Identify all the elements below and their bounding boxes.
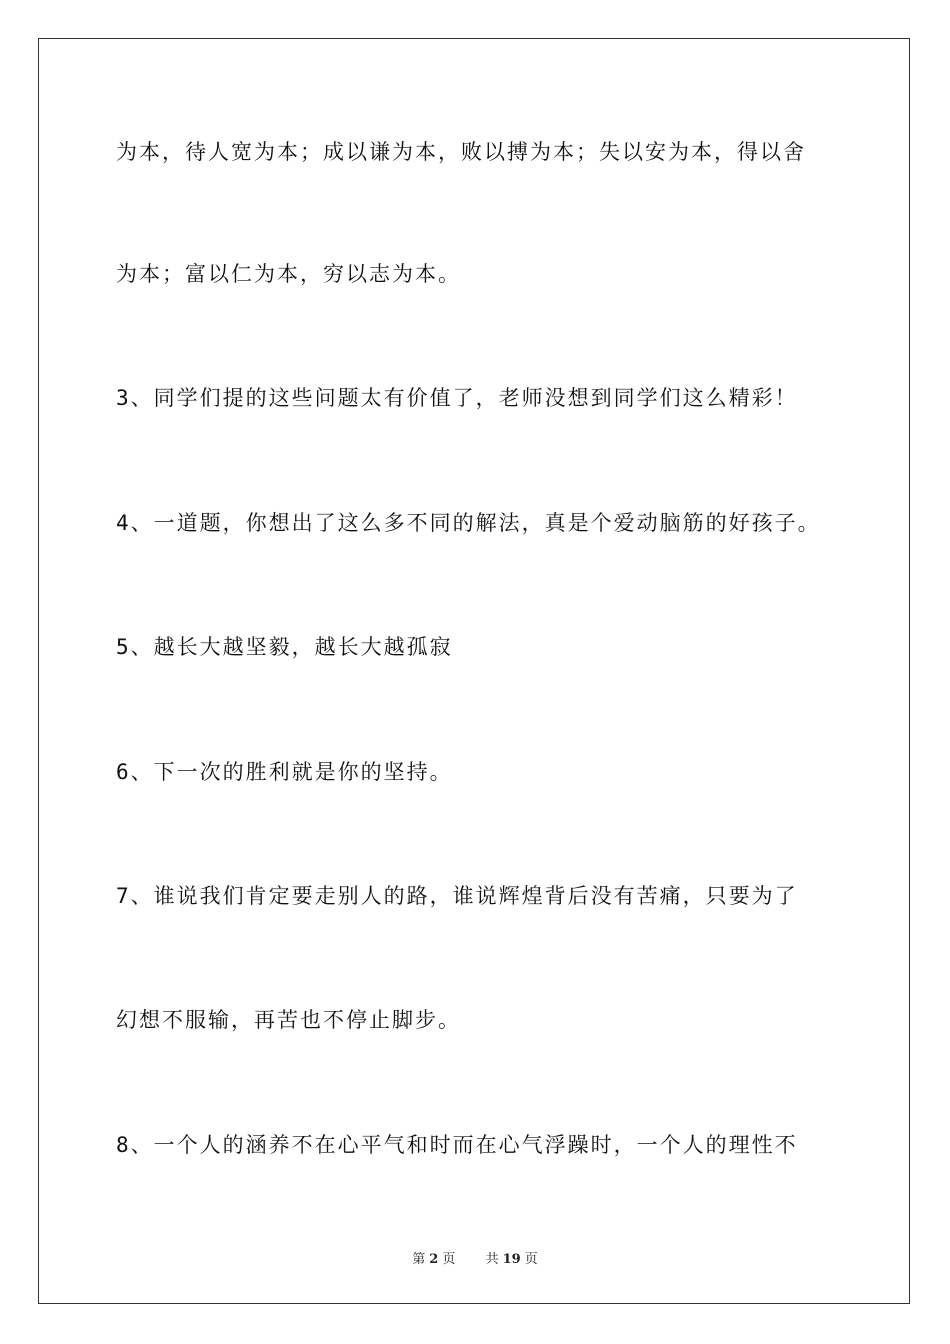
text-line-5: 5、越长大越坚毅，越长大越孤寂 [116,635,453,659]
text-line-7: 7、谁说我们肯定要走别人的路，谁说辉煌背后没有苦痛，只要为了 [116,884,798,908]
total-prefix: 共 [485,1252,499,1267]
page-border [38,38,910,1304]
text-line-2: 为本；富以仁为本，穷以志为本。 [116,262,461,286]
text-line-6: 6、下一次的胜利就是你的坚持。 [116,760,453,784]
page-number: 2 [429,1252,439,1267]
page-footer [0,1248,950,1267]
text-line-4: 4、一道题，你想出了这么多不同的解法，真是个爱动脑筋的好孩子。 [116,511,821,535]
total-pages: 19 [502,1252,521,1267]
page-prefix: 第 [412,1252,426,1267]
text-line-9: 8、一个人的涵养不在心平气和时而在心气浮躁时，一个人的理性不 [116,1133,798,1157]
text-line-1: 为本，待人宽为本；成以谦为本，败以搏为本；失以安为本，得以舍 [116,140,806,164]
page-suffix: 页 [442,1252,456,1267]
text-line-8: 幻想不服输，再苦也不停止脚步。 [116,1008,461,1032]
total-suffix: 页 [524,1252,538,1267]
text-line-3: 3、同学们提的这些问题太有价值了，老师没想到同学们这么精彩！ [116,386,798,410]
